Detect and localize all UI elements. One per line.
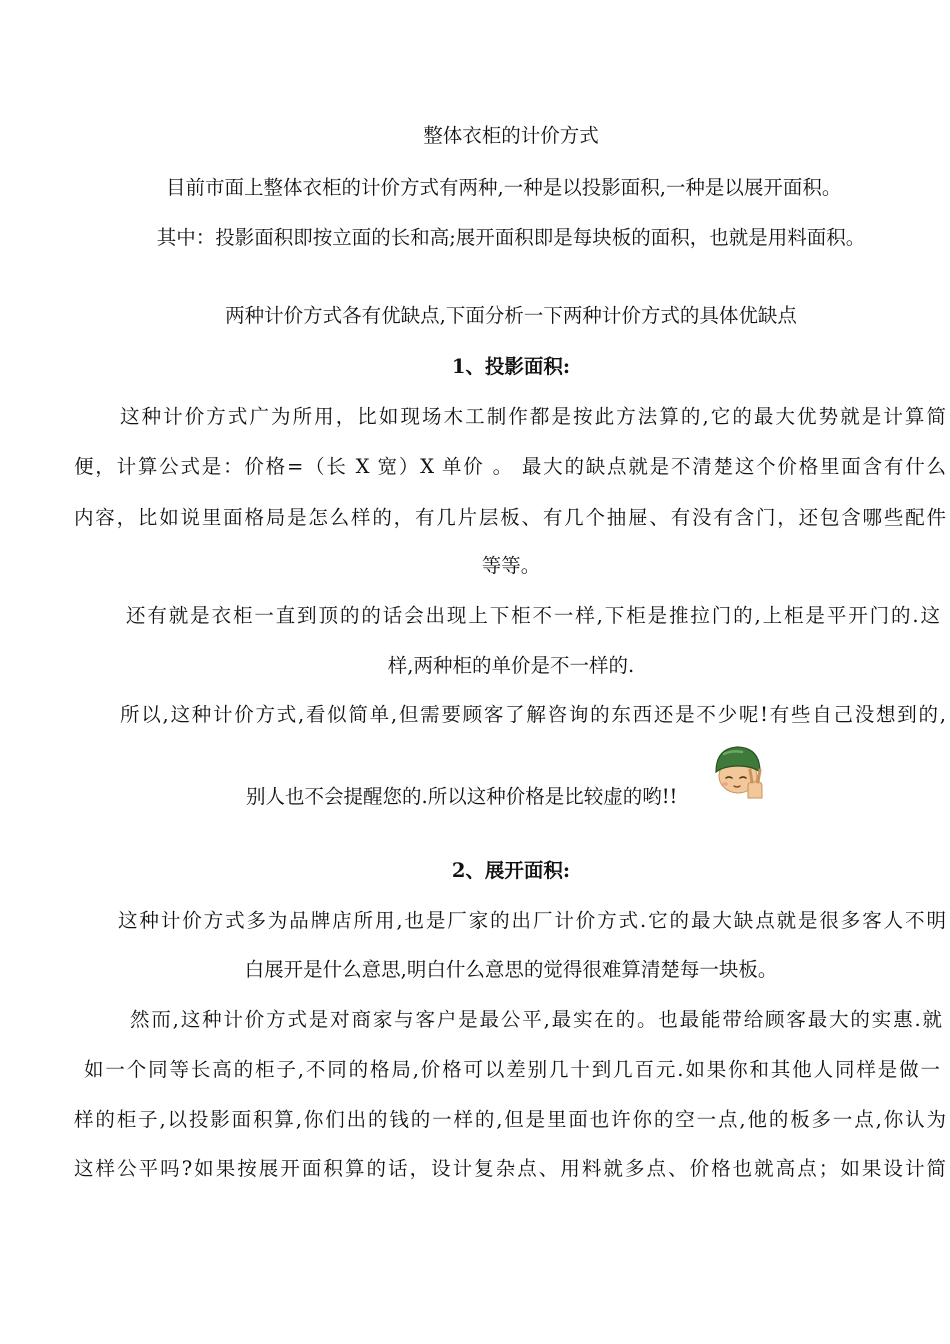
intro-line-2: 其中：投影面积即按立面的长和高;展开面积即是每块板的面积，也就是用料面积。 [156, 226, 866, 249]
section-2-p1-line-1: 这种计价方式多为品牌店所用,也是厂家的出厂计价方式.它的最大缺点就是很多客人不明 [118, 909, 946, 932]
section-2-p1-line-2: 白展开是什么意思,明白什么意思的觉得很难算清楚每一块板。 [244, 958, 778, 981]
intro-line-1: 目前市面上整体衣柜的计价方式有两种,一种是以投影面积,一种是以展开面积。 [166, 176, 842, 199]
section-1-p2-line-1: 还有就是衣柜一直到顶的的话会出现上下柜不一样,下柜是推拉门的,上柜是平开门的.这 [126, 604, 940, 627]
section-1-p1-line-3: 内容，比如说里面格局是怎么样的，有几片层板、有几个抽屉、有没有含门，还包含哪些配件 [74, 506, 946, 529]
section-1-p1-line-1: 这种计价方式广为所用，比如现场木工制作都是按此方法算的,它的最大优势就是计算简 [120, 405, 946, 428]
section-2-heading: 2、展开面积: [451, 859, 571, 882]
section-1-p1-line-2: 便，计算公式是：价格=（长 X 宽）X 单价 。 最大的缺点就是不清楚这个价格里面含有什么 [74, 455, 946, 478]
section-2-p2-line-2: 如一个同等长高的柜子,不同的格局,价格可以差别几十到几百元.如果你和其他人同样是做一 [84, 1058, 940, 1081]
section-1-heading: 1、投影面积: [451, 355, 571, 378]
section-2-p2-line-1: 然而,这种计价方式是对商家与客户是最公平,最实在的。也最能带给顾客最大的实惠.就 [130, 1008, 942, 1031]
section-2-p2-line-4: 这样公平吗?如果按展开面积算的话，设计复杂点、用料就多点、价格也就高点；如果设计简 [74, 1157, 946, 1180]
section-2-p2-line-3: 样的柜子,以投影面积算,你们出的钱的一样的,但是里面也许你的空一点,他的板多一点,你认为 [74, 1108, 946, 1131]
soldier-emoji-icon [712, 744, 764, 800]
summary-line: 两种计价方式各有优缺点,下面分析一下两种计价方式的具体优缺点 [225, 304, 797, 327]
section-1-p1-line-4: 等等。 [481, 554, 541, 577]
section-1-p3-line-1: 所以,这种计价方式,看似简单,但需要顾客了解咨询的东西还是不少呢!有些自己没想到的, [120, 703, 946, 726]
section-1-p3-line-2: 别人也不会提醒您的.所以这种价格是比较虚的哟!! [246, 785, 678, 808]
document-title: 整体衣柜的计价方式 [423, 124, 599, 147]
section-1-p2-line-2: 样,两种柜的单价是不一样的. [387, 654, 635, 677]
